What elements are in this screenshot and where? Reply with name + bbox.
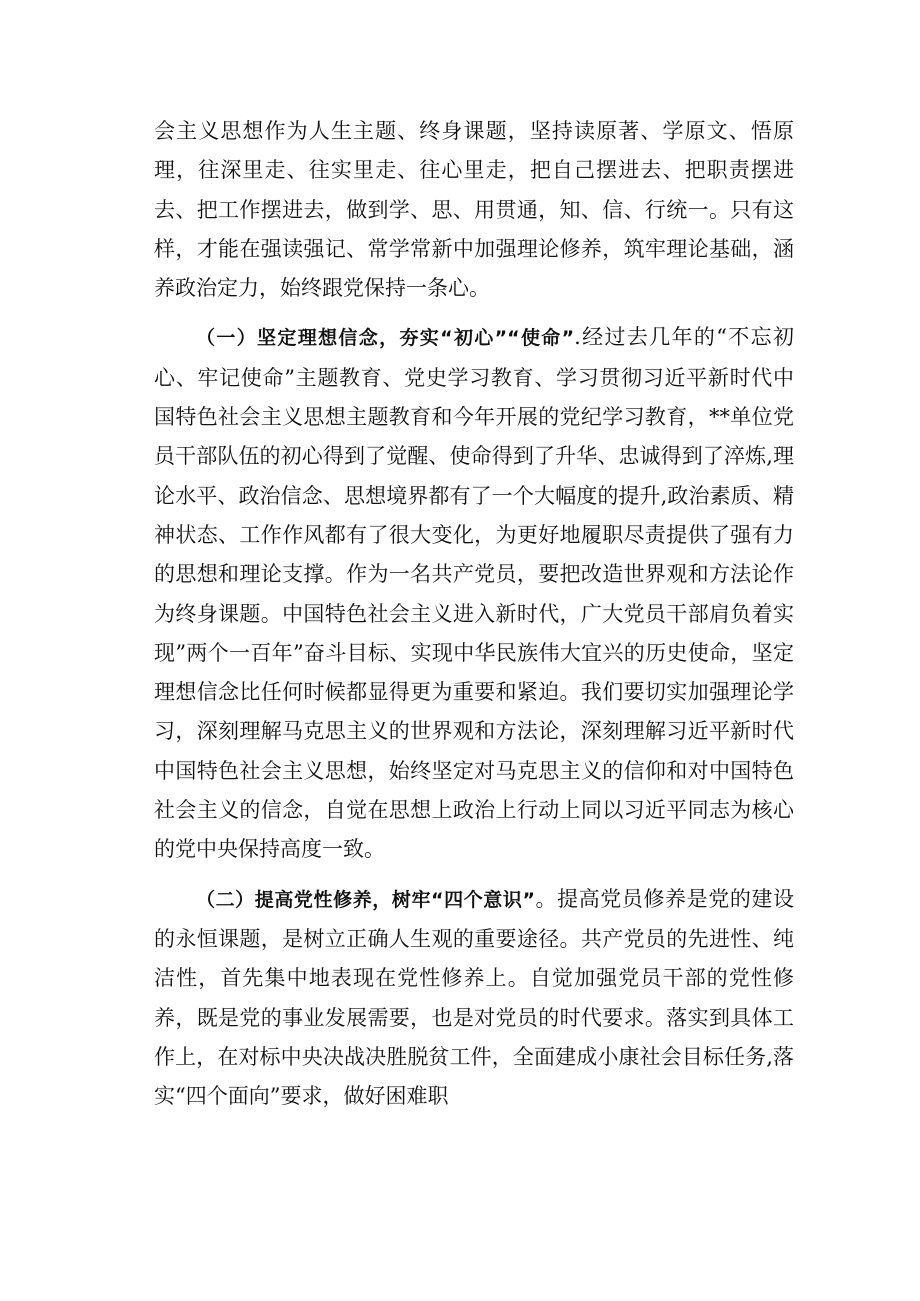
paragraph-text: 。提高党员修养是党的建设的永恒课题，是树立正确人生观的重要途径。共产党员的先进性、纯洁性，首先集中地表现在党性修养上。自觉加强党员干部的党性修养，既是党的事业发展需要，也是对党员的时代要求。落实到具体工作上，在对标中央决战决胜脱贫工件，全面建成小康社会目标任务,落实“四个面向”要求，做好困难职 bbox=[154, 886, 794, 1109]
paragraph-section-one bbox=[154, 318, 794, 869]
paragraph-continuation bbox=[154, 112, 794, 308]
paragraph-text: .经过去几年的“不忘初心、牢记使命”主题教育、党史学习教育、学习贯彻习近平新时代中国特色社会主义思想主题教育和今年开展的党纪学习教育，**单位党员干部队伍的初心得到了觉醒、使命得到了升华、忠诚得到了淬炼,理论水平、政治信念、思想境界都有了一个大幅度的提升,政治素质、精神状态、工作作风都有了很大变化，为更好地履职尽责提供了强有力的思想和理论支撑。作为一名共产党员，要把改造世界观和方法论作为终身课题。中国特色社会主义进入新时代，广大党员干部肩负着实现”两个一百年”奋斗目标、实现中华民族伟大宜兴的历史使命，坚定理想信念比任何时候都显得更为重要和紧迫。我们要切实加强理论学习，深刻理解马克思主义的世界观和方法论，深刻理解习近平新时代中国特色社会主义思想，始终坚定对马克思主义的信仰和对中国特色社会主义的信念，自觉在思想上政治上行动上同以习近平同志为核心的党中央保持高度一致。 bbox=[154, 325, 794, 862]
paragraph-section-two bbox=[154, 880, 794, 1117]
section-heading: （一）坚定理想信念，夯实“初心”“使命” bbox=[196, 327, 575, 350]
section-heading: （二）提高党性修养，树牢“四个意识” bbox=[196, 888, 535, 911]
document-body bbox=[154, 112, 794, 1126]
paragraph-text: 会主义思想作为人生主题、终身课题，坚持读原著、学原文、悟原理，往深里走、往实里走、往心里走，把自己摆进去、把职责摆进去、把工作摆进去，做到学、思、用贯通，知、信、行统一。只有这样，才能在强读强记、常学常新中加强理论修养，筑牢理论基础，涵养政治定力，始终跟党保持一条心。 bbox=[154, 119, 794, 301]
